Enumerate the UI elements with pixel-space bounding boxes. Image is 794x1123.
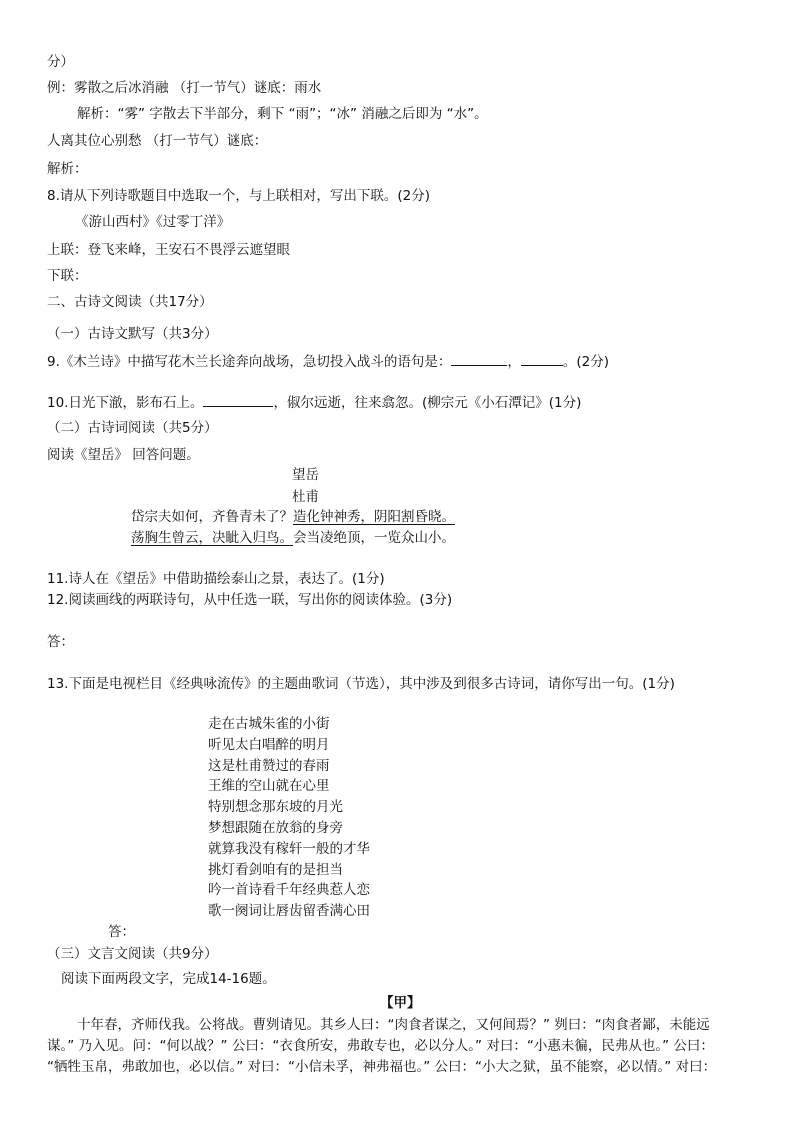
question-8-lower-couplet: 下联： [47,268,88,284]
lyric-line: 这是杜甫赞过的春雨 [208,757,330,774]
answer-label-13: 答： [108,924,135,940]
passage-line-2: 谋。” 乃入见。问：“何以战？” 公曰：“衣食所安，弗敢专也，必以分人。” 对曰：“小惠未徧，民弗从也。” 公曰： [47,1038,714,1054]
lyric-line: 歌一阕词让唇齿留香满心田 [208,903,370,920]
passage-jia-heading: 【甲】 [380,995,421,1011]
question-11: 11.诗人在《望岳》中借助描绘泰山之景，表达了。(1分) [47,571,385,587]
lyric-line: 就算我没有稼轩一般的才华 [208,840,370,857]
subsection-1-heading: （一）古诗文默写（共3分） [47,326,218,342]
subsection-2-heading: （二）古诗词阅读（共5分） [47,420,218,436]
passage-line-3: “牺牲玉帛，弗敢加也，必以信。” 对曰：“小信未孚，神弗福也。” 公曰：“小大之狱，虽不能察，必以情。” 对曰： [47,1059,717,1075]
question-9-blank-1[interactable] [451,351,507,366]
classical-instruction: 阅读下面两段文字，完成14-16题。 [61,971,276,987]
poem-line-2-plain: 会当凌绝顶，一览众山小。 [293,530,455,546]
poem-line-1 [131,507,455,527]
poem-author: 杜甫 [292,489,319,505]
section-2-heading: 二、古诗文阅读（共17分） [47,294,213,310]
passage-line-1: 十年春，齐师伐我。公将战。曹刿请见。其乡人曰：“肉食者谋之，又何间焉？” 刿曰：“肉食者鄙，未能远 [77,1017,710,1033]
lyric-line: 吟一首诗看千年经典惹人恋 [208,882,370,899]
poem-instruction: 阅读《望岳》 回答问题。 [47,447,200,463]
question-9-points: 。(2分) [562,354,610,370]
question-13: 13.下面是电视栏目《经典咏流传》的主题曲歌词（节选），其中涉及到很多古诗词，请你写出一句。(1分) [47,676,675,692]
question-9-blank-2[interactable] [521,351,563,366]
question-10-text: 10.日光下澈，影布石上。 [47,395,204,411]
riddle-example: 例：雾散之后冰消融 （打一节气）谜底：雨水 [47,80,322,96]
question-10-blank[interactable] [203,392,273,407]
subsection-3-heading: （三）文言文阅读（共9分） [47,946,218,962]
question-9-comma: ， [507,354,521,370]
question-8-upper-couplet: 上联：登飞来峰，王安石不畏浮云遮望眼 [47,242,290,258]
lyric-line: 听见太白唱醉的明月 [208,736,330,753]
question-9-text: 9.《木兰诗》中描写花木兰长途奔向战场，急切投入战斗的语句是： [47,354,452,370]
question-8-titles: 《游山西村》《过零丁洋》 [75,214,231,230]
question-8-prompt: 8.请从下列诗歌题目中选取一个，与上联相对，写出下联。(2分) [47,188,431,204]
question-12: 12.阅读画线的两联诗句，从中任选一联，写出你的阅读体验。(3分) [47,592,453,608]
poem-line-1-underlined: 造化钟神秀，阴阳割昏晓。 [293,509,455,525]
riddle-example-analysis: 解析：“雾” 字散去下半部分，剩下 “雨”；“冰” 消融之后即为 “水”。 [77,106,488,122]
answer-label-12: 答： [47,634,74,650]
riddle-question: 人离其位心别愁 （打一节气）谜底： [47,133,268,149]
lyric-line: 王维的空山就在心里 [208,778,330,795]
question-10 [47,392,581,413]
lyric-line: 特别想念那东坡的月光 [208,799,343,816]
question-10-text-2: ，俶尔远逝，往来翕忽。(柳宗元《小石潭记》(1分) [273,395,582,411]
continued-score-text: 分） [47,54,74,70]
question-9 [47,351,609,372]
lyric-line: 挑灯看剑咱有的是担当 [208,861,343,878]
poem-line-2 [131,528,455,548]
lyric-line: 走在古城朱雀的小街 [208,716,330,732]
poem-line-2-underlined: 荡胸生曾云，决眦入归鸟。 [131,530,293,546]
lyric-line: 梦想跟随在放翁的身旁 [208,820,343,836]
poem-line-1-plain: 岱宗夫如何，齐鲁青未了？ [131,509,293,525]
poem-title: 望岳 [292,467,319,483]
riddle-analysis-label: 解析： [47,161,88,177]
